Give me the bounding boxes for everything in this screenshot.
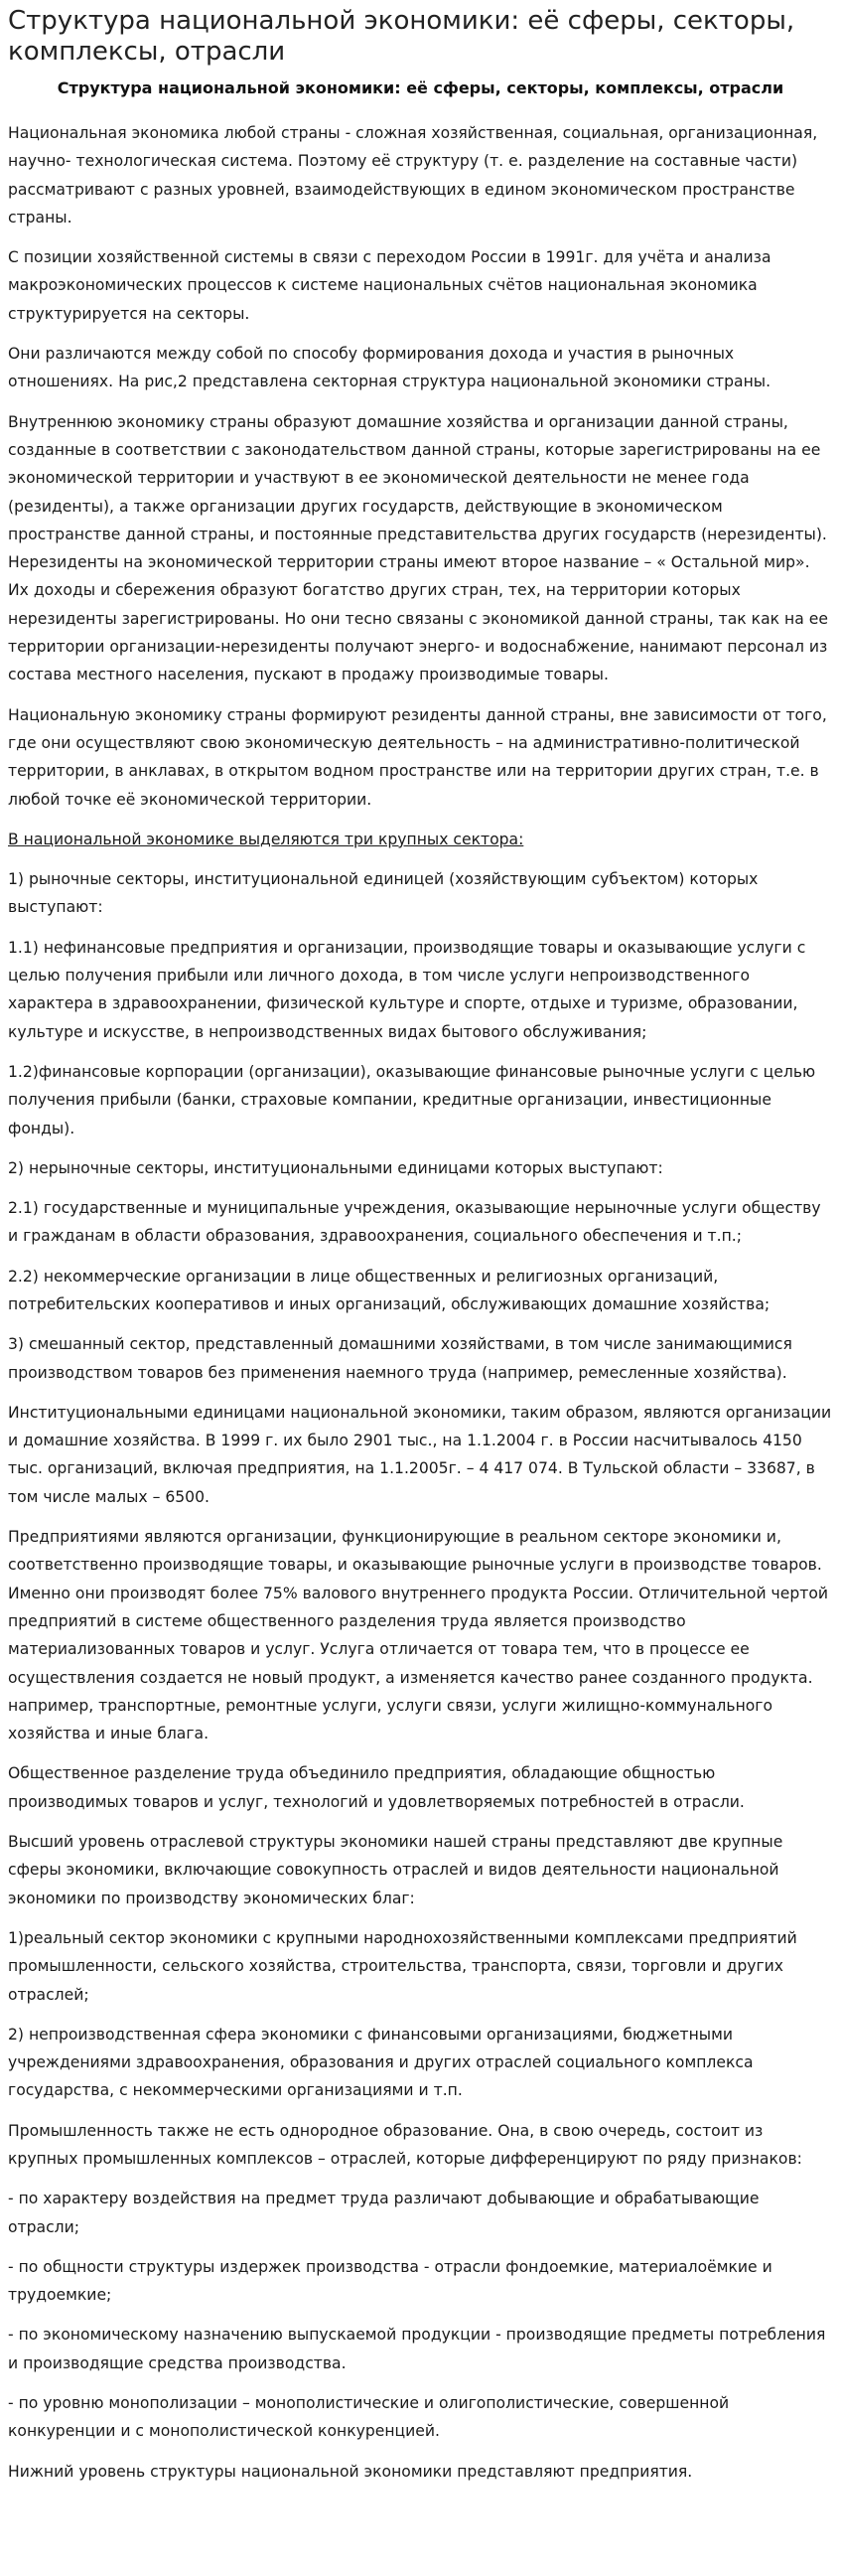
article-body xyxy=(8,119,833,2486)
list-item: 1)реальный сектор экономики с крупными народнохозяйственными комплексами предприятий промышленности, сельского хозяйства, строительства, транспорта, связи, торговли и других отраслей; xyxy=(8,1928,797,2004)
list-item: - по экономическому назначению выпускаемой продукции - производящие предметы потребления и производящие средства производства. xyxy=(8,2326,826,2372)
list-item: 2) нерыночные секторы, институциональными единицами которых выступают: xyxy=(8,1158,663,1177)
paragraph: Нижний уровень структуры национальной экономики представляют предприятия. xyxy=(8,2462,693,2481)
paragraph: Они различаются между собой по способу формирования дохода и участия в рыночных отношениях. На рис,2 представлена секторная структура национальной экономики страны. xyxy=(8,345,771,391)
list-item: - по характеру воздействия на предмет труда различают добывающие и обрабатывающие отрасли; xyxy=(8,2190,760,2236)
paragraph: Общественное разделение труда объединило предприятия, обладающие общностью производимых товаров и услуг, технологий и удовлетворяемых потребностей в отрасли. xyxy=(8,1764,745,1811)
list-item: 2.1) государственные и муниципальные учреждения, оказывающие нерыночные услуги обществу и гражданам в области образования, здравоохранения, социального обеспечения и т.п.; xyxy=(8,1199,821,1246)
paragraph: Институциональными единицами национальной экономики, таким образом, являются организации и домашние хозяйства. В 1999 г. их было 2901 тыс., на 1.1.2004 г. в России насчитывалось 4150 тыс. организаций, включая предприятия, на 1.1.2005г. – 4 417 074. В Тульской области – 33687, в том числе малых – 6500. xyxy=(8,1403,832,1506)
paragraph: Национальная экономика любой страны - сложная хозяйственная, социальная, организационная, научно- технологическая система. Поэтому её структуру (т. е. разделение на составные части) рассматривают с разных уровней, взаимодействующих в едином экономическом пространстве страны. xyxy=(8,124,818,227)
list-item: 3) смешанный сектор, представленный домашними хозяйствами, в том числе занимающимися производством товаров без применения наемного труда (например, ремесленные хозяйства). xyxy=(8,1335,792,1382)
page-title: Структура национальной экономики: её сферы, секторы, комплексы, отрасли xyxy=(8,6,795,67)
list-item: 2.2) некоммерческие организации в лице общественных и религиозных организаций, потребительских кооперативов и иных организаций, обслуживающих домашние хозяйства; xyxy=(8,1267,771,1313)
sectors-heading: В национальной экономике выделяются три крупных сектора: xyxy=(8,830,524,848)
paragraph: Предприятиями являются организации, функционирующие в реальном секторе экономики и, соответственно производящие товары, и оказывающие рыночные услуги в производстве товаров. Именно они производят более 75% валового внутреннего продукта России. Отличительной чертой предприятий в системе общественного разделения труда является производство материализованных товаров и услуг. Услуга отличается от товара тем, что в процессе ее осуществления создается не новый продукт, а изменяется качество ранее созданного продукта. например, транспортные, ремонтные услуги, услуги связи, услуги жилищно-коммунального хозяйства и иные блага. xyxy=(8,1528,829,1743)
list-item: 2) непроизводственная сфера экономики с финансовыми организациями, бюджетными учреждениями здравоохранения, образования и других отраслей социального комплекса государства, с некоммерческими организациями и т.п. xyxy=(8,2025,754,2100)
list-item: - по общности структуры издержек производства - отрасли фондоемкие, материалоёмкие и трудоемкие; xyxy=(8,2257,772,2305)
paragraph: С позиции хозяйственной системы в связи с переходом России в 1991г. для учёта и анализа макроэкономических процессов к системе национальных счётов национальная экономика структурируется на секторы. xyxy=(8,248,771,323)
list-item: 1.2)финансовые корпорации (организации), оказывающие финансовые рыночные услуги с целью получения прибыли (банки, страховые компании, кредитные организации, инвестиционные фонды). xyxy=(8,1062,816,1137)
paragraph: Национальную экономику страны формируют резиденты данной страны, вне зависимости от того, где они осуществляют свою экономическую деятельность – на административно-политической территории, в анклавах, в открытом водном пространстве или на территории других стран, т.е. в любой точке её экономической территории. xyxy=(8,705,827,809)
list-item: 1.1) нефинансовые предприятия и организации, производящие товары и оказывающие услуги с целью получения прибыли или личного дохода, в том числе услуги непроизводственного характера в здравоохранении, физической культуре и спорте, отдыхе и туризме, образовании, культуре и искусстве, в непроизводственных видах бытового обслуживания; xyxy=(8,938,806,1041)
paragraph: Высший уровень отраслевой структуры экономики нашей страны представляют две крупные сферы экономики, включающие совокупность отраслей и видов деятельности национальной экономики по производству экономических благ: xyxy=(8,1833,783,1907)
article-heading: Структура национальной экономики: её сферы, секторы, комплексы, отрасли xyxy=(57,78,784,97)
paragraph: Промышленность также не есть однородное образование. Она, в свою очередь, состоит из крупных промышленных комплексов – отраслей, которые дифференцируют по ряду признаков: xyxy=(8,2121,802,2168)
list-item: - по уровню монополизации – монополистические и олигополистические, совершенной конкуренции и с монополистической конкуренцией. xyxy=(8,2394,730,2441)
list-item: 1) рыночные секторы, институциональной единицей (хозяйствующим субъектом) которых выступают: xyxy=(8,870,759,917)
paragraph: Внутреннюю экономику страны образуют домашние хозяйства и организации данной страны, созданные в соответствии с законодательством данной страны, которые зарегистрированы на ее экономической территории и участвуют в ее экономической деятельности не менее года (резиденты), а также организации других государств, действующие в экономическом пространстве данной страны, и постоянные представительства других государств (нерезиденты). Нерезиденты на экономической территории страны имеют второе название – « Остальной мир». Их доходы и сбережения образуют богатство других стран, тех, на территории которых нерезиденты зарегистрированы. Но они тесно связаны с экономикой данной страны, так как на ее территории организации-нерезиденты получают энерго- и водоснабжение, нанимают персонал из состава местного населения, пускают в продажу производимые товары. xyxy=(8,412,828,684)
